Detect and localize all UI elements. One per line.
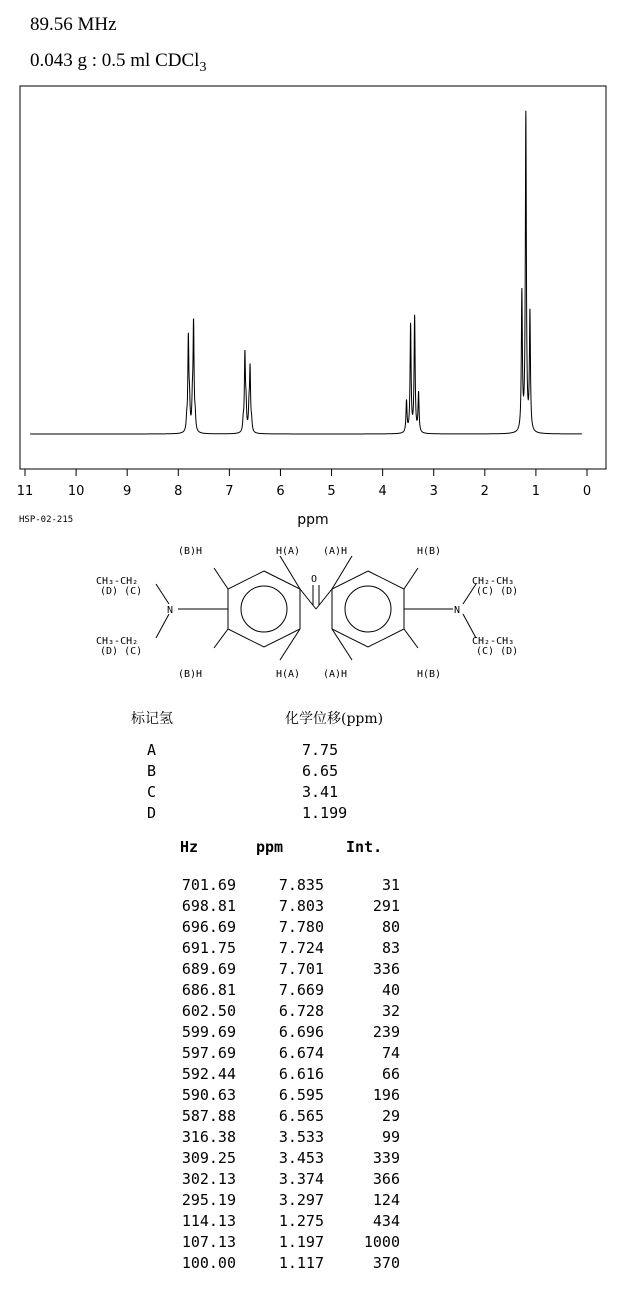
- peak-hz: 597.69: [181, 1044, 236, 1062]
- peak-int: 239: [372, 1023, 400, 1041]
- assignment-label: B: [147, 762, 157, 780]
- peak-ppm: 6.728: [278, 1002, 324, 1020]
- peak-row: [0, 1023, 626, 1044]
- ring1-bottom-left-h: (B)H: [178, 669, 203, 680]
- peak-ppm: 1.275: [278, 1212, 324, 1230]
- peak-row: [0, 1086, 626, 1107]
- peak-row: [0, 1107, 626, 1128]
- peak-row: [0, 1233, 626, 1254]
- peak-hz: 698.81: [181, 897, 236, 915]
- right-top-ethyl: CH₂-CH₃: [472, 576, 515, 587]
- peak-row: [0, 1191, 626, 1212]
- ring2-top-right-h: H(B): [417, 546, 442, 557]
- peak-row: [0, 1254, 626, 1275]
- peak-int: 40: [381, 981, 400, 999]
- peak-int: 29: [381, 1107, 400, 1125]
- x-axis-ticks: [17, 469, 591, 499]
- assignment-row: [147, 762, 347, 783]
- structure-bonds: [156, 556, 476, 660]
- spectrum-trace: [30, 111, 582, 434]
- sample-concentration: [30, 50, 206, 76]
- peak-hz: 107.13: [181, 1233, 236, 1251]
- peak-row: [0, 1002, 626, 1023]
- peak-ppm: 7.835: [278, 876, 324, 894]
- assignment-list: [147, 741, 347, 825]
- peak-ppm: 3.533: [278, 1128, 324, 1146]
- spectrum-code: HSP-02-215: [19, 515, 74, 525]
- peak-ppm: 7.803: [278, 897, 324, 915]
- assignment-row: [147, 783, 347, 804]
- right-nitrogen: N: [454, 605, 461, 616]
- peak-hz: 599.69: [181, 1023, 236, 1041]
- header-hz: Hz: [180, 838, 199, 856]
- peak-row: [0, 918, 626, 939]
- peak-hz: 302.13: [181, 1170, 236, 1188]
- peak-int: 336: [372, 960, 400, 978]
- ring1-top-left-h: (B)H: [178, 546, 203, 557]
- header-ppm: ppm: [256, 838, 284, 856]
- x-tick-label: 0: [582, 484, 592, 499]
- peak-row: [0, 1149, 626, 1170]
- sample-text: 0.043 g : 0.5 ml CDCl: [30, 50, 200, 71]
- x-tick-label: 5: [327, 484, 336, 499]
- right-bottom-ethyl: CH₂-CH₃: [472, 636, 515, 647]
- peak-row: [0, 1212, 626, 1233]
- assignment-header-label: 标记氢: [131, 711, 173, 727]
- x-tick-label: 8: [174, 484, 183, 499]
- peak-hz: 691.75: [181, 939, 236, 957]
- left-bottom-ethyl-labels: (D) (C): [100, 646, 143, 657]
- carbonyl-oxygen: O: [311, 574, 318, 585]
- peak-row: [0, 876, 626, 897]
- peak-ppm: 3.453: [278, 1149, 324, 1167]
- peak-table: [0, 876, 626, 1275]
- peak-row: [0, 897, 626, 918]
- peak-hz: 309.25: [181, 1149, 236, 1167]
- x-tick-label: 2: [480, 484, 489, 499]
- sample-subscript: 3: [199, 59, 207, 75]
- peak-ppm: 1.197: [278, 1233, 324, 1251]
- peak-row: [0, 939, 626, 960]
- assignment-label: A: [147, 741, 157, 759]
- peak-ppm: 6.595: [278, 1086, 324, 1104]
- peak-hz: 295.19: [181, 1191, 236, 1209]
- plot-frame: [20, 86, 606, 469]
- peak-row: [0, 1065, 626, 1086]
- x-tick-label: 11: [16, 484, 34, 499]
- peak-int: 99: [381, 1128, 400, 1146]
- x-tick-label: 1: [531, 484, 541, 499]
- peak-int: 1000: [363, 1233, 400, 1251]
- peak-ppm: 6.696: [278, 1023, 324, 1041]
- peak-int: 74: [381, 1044, 400, 1062]
- assignment-row: [147, 804, 347, 825]
- spectrometer-frequency: 89.56 MHz: [30, 14, 117, 35]
- peak-int: 124: [372, 1191, 400, 1209]
- nmr-spectrum: [0, 80, 626, 530]
- ring1-top-right-h: H(A): [276, 546, 301, 557]
- peak-int: 291: [372, 897, 400, 915]
- peak-hz: 686.81: [181, 981, 236, 999]
- assignment-shift: 7.75: [302, 741, 339, 759]
- peak-ppm: 3.374: [278, 1170, 324, 1188]
- assignment-row: [147, 741, 347, 762]
- assignment-shift: 1.199: [302, 804, 348, 822]
- x-tick-label: 3: [429, 484, 438, 499]
- peak-hz: 701.69: [181, 876, 236, 894]
- x-tick-label: 6: [276, 484, 285, 499]
- ring2-bottom-right-h: H(B): [417, 669, 442, 680]
- peak-int: 31: [381, 876, 400, 894]
- peak-ppm: 7.780: [278, 918, 324, 936]
- peak-ppm: 6.616: [278, 1065, 324, 1083]
- peak-int: 80: [381, 918, 400, 936]
- peak-row: [0, 1170, 626, 1191]
- left-bottom-ethyl: CH₃-CH₂: [96, 636, 139, 647]
- peak-row: [0, 1044, 626, 1065]
- peak-hz: 602.50: [181, 1002, 236, 1020]
- molecule-structure: [80, 538, 550, 698]
- left-top-ethyl: CH₃-CH₂: [96, 576, 139, 587]
- right-top-ethyl-labels: (C) (D): [476, 586, 519, 597]
- peak-hz: 696.69: [181, 918, 236, 936]
- peak-ppm: 7.701: [278, 960, 324, 978]
- ring2-top-left-h: (A)H: [323, 546, 348, 557]
- assignment-shift: 3.41: [302, 783, 339, 801]
- peak-row: [0, 981, 626, 1002]
- peak-ppm: 6.565: [278, 1107, 324, 1125]
- peak-int: 366: [372, 1170, 400, 1188]
- x-tick-label: 7: [225, 484, 234, 499]
- right-bottom-ethyl-labels: (C) (D): [476, 646, 519, 657]
- peak-hz: 590.63: [181, 1086, 236, 1104]
- peak-int: 83: [381, 939, 400, 957]
- assignment-label: D: [147, 804, 157, 822]
- peak-hz: 689.69: [181, 960, 236, 978]
- peak-ppm: 3.297: [278, 1191, 324, 1209]
- ring2-bottom-left-h: (A)H: [323, 669, 348, 680]
- peak-int: 339: [372, 1149, 400, 1167]
- peak-row: [0, 1128, 626, 1149]
- peak-int: 196: [372, 1086, 400, 1104]
- left-top-ethyl-labels: (D) (C): [100, 586, 143, 597]
- peak-int: 370: [372, 1254, 400, 1272]
- x-axis-label: ppm: [297, 512, 329, 528]
- x-tick-label: 4: [378, 484, 387, 499]
- peak-hz: 316.38: [181, 1128, 236, 1146]
- peak-ppm: 7.669: [278, 981, 324, 999]
- peak-ppm: 1.117: [278, 1254, 324, 1272]
- ring1-bottom-right-h: H(A): [276, 669, 301, 680]
- header-int: Int.: [346, 838, 383, 856]
- peak-hz: 100.00: [181, 1254, 236, 1272]
- x-tick-label: 10: [67, 484, 85, 499]
- peak-int: 32: [381, 1002, 400, 1020]
- x-tick-label: 9: [123, 484, 132, 499]
- peak-ppm: 7.724: [278, 939, 324, 957]
- left-nitrogen: N: [167, 605, 174, 616]
- assignment-label: C: [147, 783, 157, 801]
- peak-row: [0, 960, 626, 981]
- peak-int: 66: [381, 1065, 400, 1083]
- peak-ppm: 6.674: [278, 1044, 324, 1062]
- peak-hz: 114.13: [181, 1212, 236, 1230]
- peak-hz: 587.88: [181, 1107, 236, 1125]
- assignment-header-shift: 化学位移(ppm): [285, 711, 384, 727]
- peak-int: 434: [372, 1212, 400, 1230]
- peak-hz: 592.44: [181, 1065, 236, 1083]
- assignment-shift: 6.65: [302, 762, 339, 780]
